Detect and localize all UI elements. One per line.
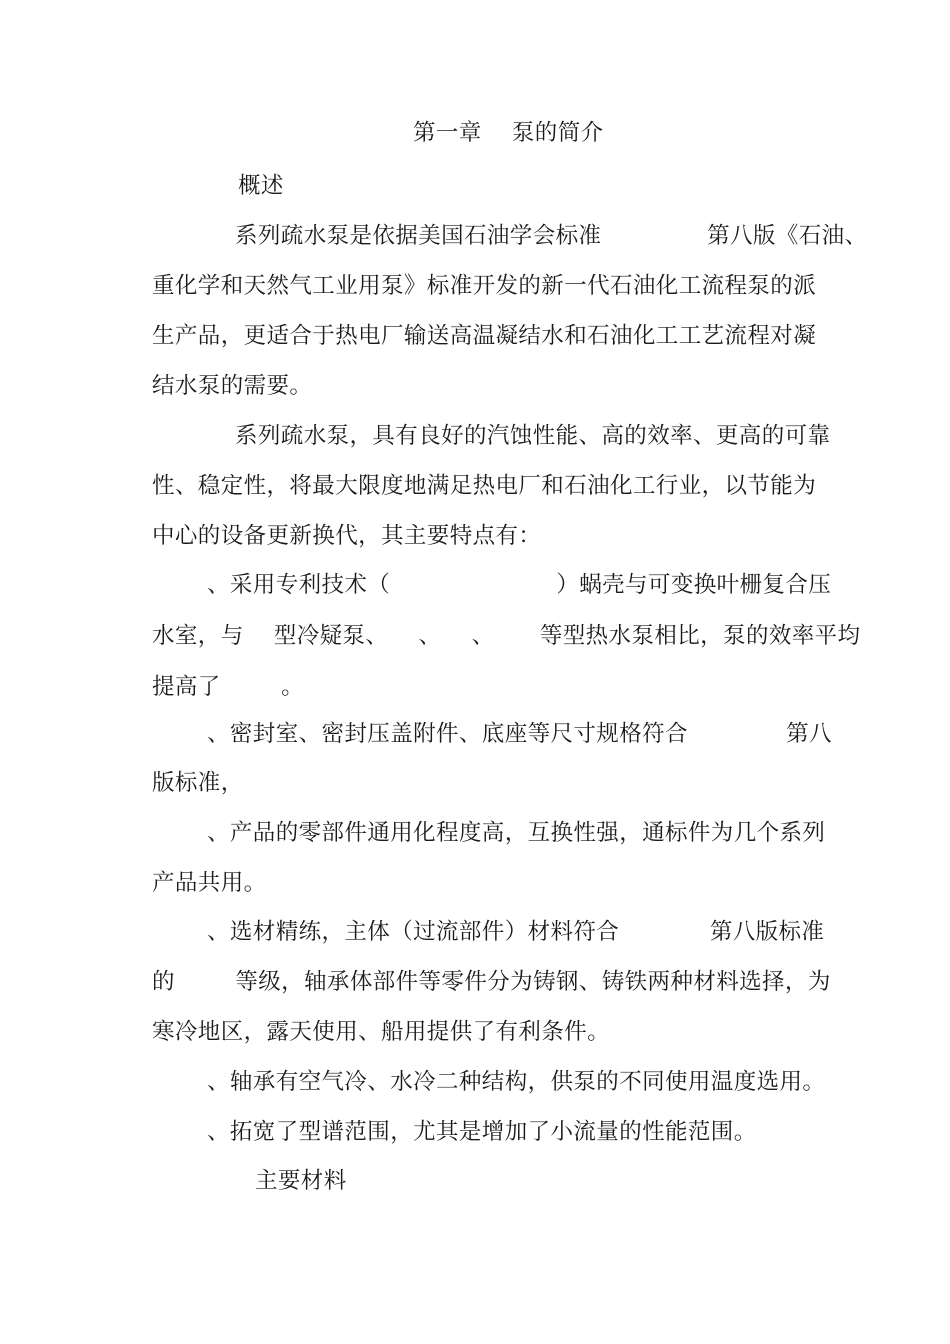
feature-line: 的 等级，轴承体部件等零件分为铸钢、铸铁两种材料选择，为 [152,969,831,995]
feature-line: 提高了 。 [152,674,305,700]
feature-line: 、产品的零部件通用化程度高，互换性强，通标件为几个系列 [207,820,826,846]
para2-line: 性、稳定性，将最大限度地满足热电厂和石油化工行业，以节能为 [152,473,817,499]
chapter-title: 第一章 泵的简介 [413,120,604,146]
feature-line: 、选材精练，主体（过流部件）材料符合 第八版标准 [207,919,825,945]
feature-line: 版标准， [152,770,244,796]
feature-line: 、密封室、密封压盖附件、底座等尺寸规格符合 第八 [207,721,832,747]
para2-line: 中心的设备更新换代，其主要特点有： [152,523,542,549]
feature-line: 、拓宽了型谱范围，尤其是增加了小流量的性能范围。 [207,1119,757,1145]
para1-line: 系列疏水泵是依据美国石油学会标准 第八版《石油、 [235,223,868,249]
feature-line: 水室，与 型冷疑泵、 、 、 等型热水泵相比，泵的效率平均 [152,623,861,649]
feature-line: 、轴承有空气冷、水冷二种结构，供泵的不同使用温度选用。 [207,1069,826,1095]
feature-line: 产品共用。 [152,870,267,896]
feature-line: 、采用专利技术（ ）蜗壳与可变换叶栅复合压 [207,572,832,598]
section-heading-materials: 主要材料 [255,1168,347,1194]
para1-line: 重化学和天然气工业用泵》标准开发的新一代石油化工流程泵的派 [152,273,817,299]
section-heading-overview: 概述 [238,173,284,199]
para1-line: 生产品，更适合于热电厂输送高温凝结水和石油化工工艺流程对凝 [152,323,817,349]
feature-line: 寒冷地区，露天使用、船用提供了有利条件。 [152,1019,611,1045]
para1-line: 结水泵的需要。 [152,373,313,399]
para2-line: 系列疏水泵，具有良好的汽蚀性能、高的效率、更高的可靠 [235,423,831,449]
